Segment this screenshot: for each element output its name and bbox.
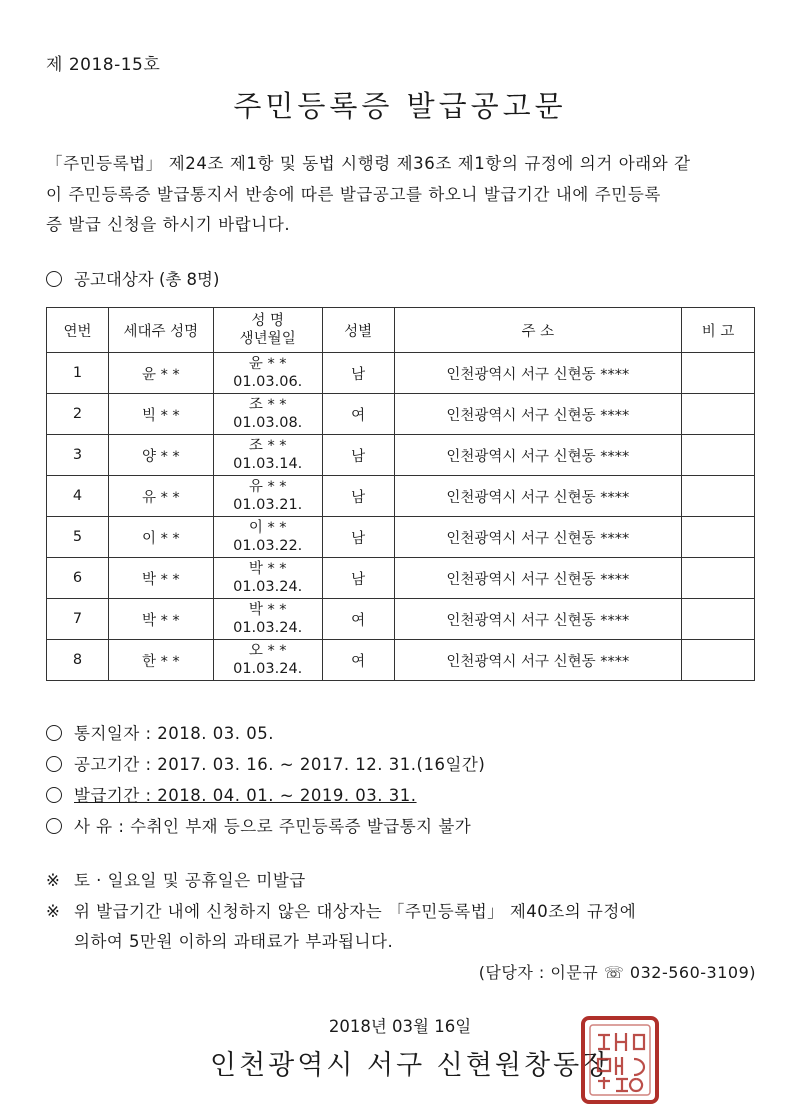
cell-birth: 01.03.21. (233, 497, 303, 513)
cell-no: 7 (47, 599, 109, 640)
cell-address: 인천광역시 서구 신현동 **** (394, 640, 682, 681)
note-text: 토 · 일요일 및 공휴일은 미발급 (74, 871, 306, 890)
cell-household-head: 박 * * (108, 599, 213, 640)
cell-birth: 01.03.22. (233, 538, 303, 554)
note-continuation (46, 927, 776, 958)
cell-name-birth (213, 640, 322, 681)
cell-birth: 01.03.08. (233, 415, 303, 431)
intro-paragraph (46, 149, 776, 241)
cell-name: 오 * * (248, 643, 287, 659)
cell-birth: 01.03.24. (233, 661, 303, 677)
cell-birth: 01.03.24. (233, 620, 303, 636)
target-heading (46, 266, 219, 290)
notice-details (46, 720, 485, 844)
notice-date-item (46, 720, 485, 751)
note-item (46, 897, 776, 928)
cell-birth: 01.03.06. (233, 374, 303, 390)
contact-info: (담당자 : 이문규 ☏ 032-560-3109) (478, 963, 756, 982)
cell-name: 윤 * * (248, 356, 287, 372)
table-row (47, 476, 755, 517)
circle-bullet-icon (46, 756, 62, 772)
cell-household-head: 윤 * * (108, 353, 213, 394)
reason-text: 사 유 : 수취인 부재 등으로 주민등록증 발급통지 불가 (74, 817, 472, 836)
note-text: 의하여 5만원 이하의 과태료가 부과됩니다. (74, 932, 394, 951)
cell-no: 4 (47, 476, 109, 517)
note-text: 위 발급기간 내에 신청하지 않은 대상자는 「주민등록법」 제40조의 규정에 (74, 901, 637, 921)
seal-border (583, 1018, 657, 1102)
cell-address: 인천광역시 서구 신현동 **** (394, 435, 682, 476)
col-header-birth: 생년월일 (239, 331, 296, 347)
cell-name: 박 * * (248, 561, 287, 577)
circle-bullet-icon (46, 271, 62, 287)
cell-name-birth (213, 476, 322, 517)
document-number: 제 2018-15호 (46, 55, 161, 75)
cell-address: 인천광역시 서구 신현동 **** (394, 558, 682, 599)
cell-name: 유 * * (248, 479, 287, 495)
cell-birth: 01.03.24. (233, 579, 303, 595)
cell-name-birth (213, 599, 322, 640)
cell-remark (682, 394, 755, 435)
cell-remark (682, 476, 755, 517)
cell-address: 인천광역시 서구 신현동 **** (394, 517, 682, 558)
cell-household-head: 이 * * (108, 517, 213, 558)
cell-no: 6 (47, 558, 109, 599)
table-row (47, 517, 755, 558)
reference-mark-icon: ※ (46, 901, 61, 921)
table-row (47, 353, 755, 394)
table-row (47, 599, 755, 640)
circle-bullet-icon (46, 818, 62, 834)
cell-gender: 남 (322, 558, 394, 599)
notice-period-text: 공고기간 : 2017. 03. 16. ~ 2017. 12. 31.(16일간) (74, 755, 486, 774)
cell-gender: 여 (322, 640, 394, 681)
cell-no: 1 (47, 353, 109, 394)
issue-date: 2018년 03월 16일 (328, 1017, 472, 1036)
notice-date-text: 통지일자 : 2018. 03. 05. (74, 724, 275, 743)
cell-no: 8 (47, 640, 109, 681)
cell-household-head: 박 * * (108, 558, 213, 599)
cell-gender: 남 (322, 435, 394, 476)
cell-remark (682, 640, 755, 681)
cell-household-head: 한 * * (108, 640, 213, 681)
col-header-name-birth (213, 308, 322, 353)
cell-remark (682, 353, 755, 394)
cell-household-head: 빅 * * (108, 394, 213, 435)
notice-period-item (46, 751, 485, 782)
cell-name: 조 * * (248, 438, 287, 454)
cell-remark (682, 599, 755, 640)
reason-item (46, 813, 485, 844)
col-header-no: 연번 (47, 308, 109, 353)
cell-gender: 여 (322, 394, 394, 435)
cell-address: 인천광역시 서구 신현동 **** (394, 599, 682, 640)
reference-mark-icon: ※ (46, 871, 61, 890)
col-header-remark: 비 고 (682, 308, 755, 353)
cell-address: 인천광역시 서구 신현동 **** (394, 476, 682, 517)
cell-no: 2 (47, 394, 109, 435)
issue-period-item (46, 782, 485, 813)
cell-name-birth (213, 394, 322, 435)
circle-bullet-icon (46, 725, 62, 741)
cell-name-birth (213, 353, 322, 394)
issuer-name: 인천광역시 서구 신현원창동장 (210, 1050, 612, 1081)
table-row (47, 558, 755, 599)
cell-name-birth (213, 558, 322, 599)
issue-period-text: 발급기간 : 2018. 04. 01. ~ 2019. 03. 31. (74, 786, 417, 805)
intro-line: 증 발급 신청을 하시기 바랍니다. (46, 215, 291, 234)
table-row (47, 435, 755, 476)
cell-name-birth (213, 517, 322, 558)
col-header-address: 주 소 (394, 308, 682, 353)
table-header-row (47, 308, 755, 353)
cell-name-birth (213, 435, 322, 476)
cell-household-head: 양 * * (108, 435, 213, 476)
page-title: 주민등록증 발급공고문 (233, 89, 567, 123)
cell-household-head: 유 * * (108, 476, 213, 517)
cell-name: 박 * * (248, 602, 287, 618)
note-item (46, 866, 776, 897)
cell-no: 5 (47, 517, 109, 558)
cell-name: 조 * * (248, 397, 287, 413)
cell-remark (682, 517, 755, 558)
cell-birth: 01.03.14. (233, 456, 303, 472)
intro-line: 이 주민등록증 발급통지서 반송에 따른 발급공고를 하오니 발급기간 내에 주민등록 (46, 184, 661, 204)
cell-remark (682, 558, 755, 599)
cell-address: 인천광역시 서구 신현동 **** (394, 394, 682, 435)
target-table (46, 307, 755, 681)
notes-section (46, 866, 776, 958)
col-header-household-head: 세대주 성명 (108, 308, 213, 353)
table-row (47, 394, 755, 435)
cell-gender: 남 (322, 476, 394, 517)
official-seal-icon (580, 1015, 660, 1105)
cell-no: 3 (47, 435, 109, 476)
table-row (47, 640, 755, 681)
intro-line: 「주민등록법」 제24조 제1항 및 동법 시행령 제36조 제1항의 규정에 의거 아래와 같 (46, 154, 691, 173)
cell-gender: 남 (322, 517, 394, 558)
col-header-name: 성 명 (251, 313, 284, 329)
col-header-gender: 성별 (322, 308, 394, 353)
seal-glyphs (598, 1033, 644, 1091)
cell-gender: 여 (322, 599, 394, 640)
cell-gender: 남 (322, 353, 394, 394)
cell-name: 이 * * (248, 520, 287, 536)
cell-remark (682, 435, 755, 476)
circle-bullet-icon (46, 787, 62, 803)
cell-address: 인천광역시 서구 신현동 **** (394, 353, 682, 394)
target-heading-text: 공고대상자 (총 8명) (74, 270, 220, 289)
